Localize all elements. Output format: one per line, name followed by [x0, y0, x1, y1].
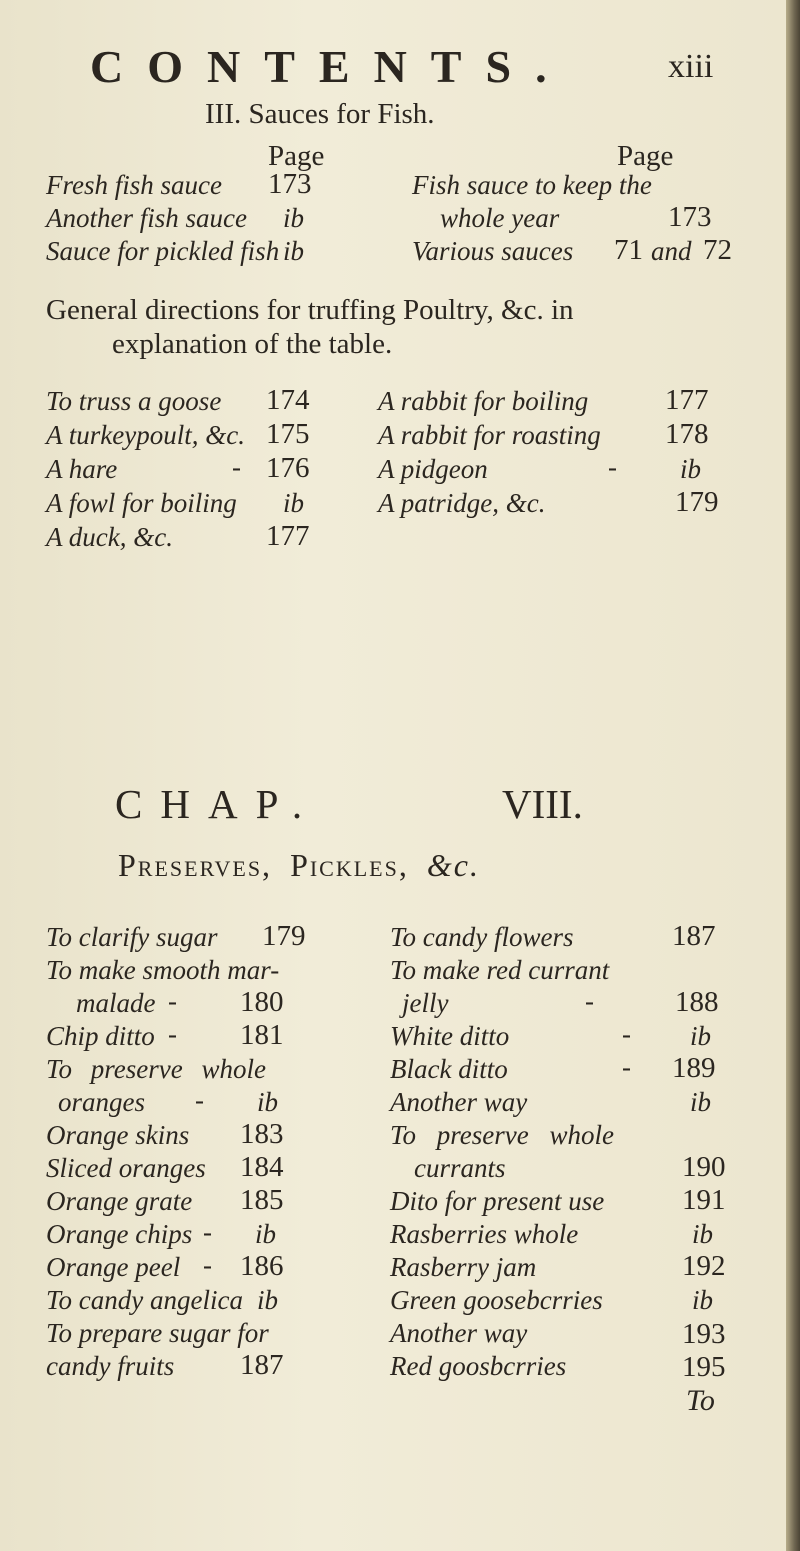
toc-entry-text: A hare: [46, 454, 118, 484]
toc-entry-page: 193: [682, 1318, 726, 1350]
toc-entry-text: Orange skins: [46, 1120, 190, 1150]
toc-entry-page: ib: [680, 454, 702, 484]
catchword: To: [686, 1384, 715, 1417]
toc-entry-dash: -: [608, 452, 617, 482]
toc-entry-page: 188: [675, 986, 719, 1018]
toc-entry-dash: -: [168, 1019, 177, 1049]
toc-entry-page: 173: [668, 201, 712, 233]
toc-entry-text: oranges: [58, 1087, 145, 1117]
toc-entry-text: Various sauces: [412, 236, 574, 266]
toc-entry-text: A duck, &c.: [46, 522, 173, 552]
toc-entry-page: ib: [255, 1219, 277, 1249]
toc-entry-text: To preserve whole: [390, 1120, 614, 1150]
toc-entry-text: White ditto: [390, 1021, 510, 1051]
toc-entry-text: Orange peel: [46, 1252, 181, 1282]
toc-entry-text: A rabbit for roasting: [378, 420, 601, 450]
toc-entry-text: Sliced oranges: [46, 1153, 206, 1183]
toc-entry-page: 185: [240, 1184, 284, 1216]
toc-entry-page: ib: [692, 1285, 714, 1315]
toc-entry-page: ib: [283, 203, 305, 233]
toc-entry-page: 189: [672, 1052, 716, 1084]
chapter-label: CHAP.: [115, 781, 321, 827]
toc-entry-page: 184: [240, 1151, 284, 1183]
toc-entry-page: ib: [257, 1087, 279, 1117]
toc-entry-text: whole year: [440, 203, 560, 233]
toc-entry-text: A turkeypoult, &c.: [46, 420, 245, 450]
toc-entry-text: A patridge, &c.: [378, 488, 546, 518]
toc-entry-text: To preserve whole: [46, 1054, 266, 1084]
toc-entry-page: 183: [240, 1118, 284, 1150]
toc-entry-page: 177: [266, 520, 310, 552]
general-directions-line2: explanation of the table.: [112, 328, 393, 360]
toc-entry-text: To make smooth mar-: [46, 955, 280, 985]
toc-entry-page: 195: [682, 1351, 726, 1383]
toc-entry-dash: -: [168, 986, 177, 1016]
toc-entry-page: 71: [614, 234, 643, 266]
toc-entry-page: ib: [690, 1087, 712, 1117]
toc-entry-text: To truss a goose: [46, 386, 222, 416]
toc-entry-text: Green goosebcrries: [390, 1285, 603, 1315]
toc-entry-page: 180: [240, 986, 284, 1018]
toc-entry-page: ib: [283, 488, 305, 518]
toc-entry-dash: -: [203, 1217, 212, 1247]
toc-entry-text: To candy flowers: [390, 922, 574, 952]
toc-entry-page: ib: [692, 1219, 714, 1249]
toc-entry-page: 174: [266, 384, 310, 416]
toc-entry-text: Fresh fish sauce: [46, 170, 222, 200]
toc-conjunction: and: [651, 236, 692, 266]
toc-entry-text: To prepare sugar for: [46, 1318, 269, 1348]
toc-entry-text: Another way: [390, 1087, 528, 1117]
toc-entry-dash: -: [585, 986, 594, 1016]
toc-entry-text: To clarify sugar: [46, 922, 218, 952]
toc-entry-text: To candy angelica: [46, 1285, 243, 1315]
toc-entry-text: currants: [414, 1153, 506, 1183]
toc-entry-text: Orange grate: [46, 1186, 193, 1216]
chapter-subtitle-etc: &c.: [426, 847, 480, 883]
toc-entry-page: 173: [268, 168, 312, 200]
chapter-subtitle-pickles: Pickles,: [290, 847, 409, 883]
toc-entry-text: Dito for present use: [390, 1186, 605, 1216]
toc-entry-page: 191: [682, 1184, 726, 1216]
section-title: III. Sauces for Fish.: [205, 98, 435, 130]
page-numeral: xiii: [668, 48, 714, 85]
toc-entry-page: 177: [665, 384, 709, 416]
toc-entry-text: Fish sauce to keep the: [412, 170, 652, 200]
toc-entry-text: candy fruits: [46, 1351, 175, 1381]
toc-entry-text: A rabbit for boiling: [378, 386, 589, 416]
toc-entry-text: jelly: [402, 988, 449, 1018]
toc-entry-text: A pidgeon: [378, 454, 488, 484]
toc-entry-dash: -: [622, 1052, 631, 1082]
page-edge-shadow: [786, 0, 800, 1551]
toc-entry-page: 187: [240, 1349, 284, 1381]
toc-entry-text: Rasberries whole: [390, 1219, 579, 1249]
toc-entry-dash: -: [232, 452, 241, 482]
toc-entry-dash: -: [622, 1019, 631, 1049]
general-directions-line1: General directions for truffing Poultry, &c. in: [46, 294, 574, 326]
toc-entry-page: 176: [266, 452, 310, 484]
toc-entry-page: ib: [257, 1285, 279, 1315]
toc-entry-dash: -: [203, 1250, 212, 1280]
toc-entry-page: ib: [283, 236, 305, 266]
toc-entry-page: 178: [665, 418, 709, 450]
chapter-number: VIII.: [502, 781, 583, 827]
toc-entry-page: 72: [703, 234, 732, 266]
chapter-subtitle-preserves: Preserves,: [118, 847, 273, 883]
toc-entry-text: To make red currant: [390, 955, 610, 985]
toc-entry-page: ib: [690, 1021, 712, 1051]
toc-entry-page: 175: [266, 418, 310, 450]
page-column-header-right: Page: [617, 140, 674, 172]
toc-entry-text: malade: [76, 988, 156, 1018]
toc-entry-text: Another way: [390, 1318, 528, 1348]
chapter-subtitle: [118, 847, 480, 884]
toc-entry-text: Sauce for pickled fish: [46, 236, 280, 266]
toc-entry-text: Black ditto: [390, 1054, 508, 1084]
toc-entry-page: 179: [675, 486, 719, 518]
page-column-header-left: Page: [268, 140, 325, 172]
toc-entry-text: Rasberry jam: [390, 1252, 537, 1282]
toc-entry-text: Red goosbcrries: [390, 1351, 567, 1381]
toc-entry-page: 179: [262, 920, 306, 952]
toc-entry-page: 187: [672, 920, 716, 952]
toc-entry-dash: -: [195, 1085, 204, 1115]
toc-entry-page: 190: [682, 1151, 726, 1183]
running-title: CONTENTS.: [90, 41, 571, 92]
toc-entry-text: Orange chips: [46, 1219, 193, 1249]
toc-entry-page: 181: [240, 1019, 284, 1051]
toc-entry-text: Chip ditto: [46, 1021, 155, 1051]
toc-entry-text: A fowl for boiling: [46, 488, 237, 518]
toc-entry-text: Another fish sauce: [46, 203, 247, 233]
toc-entry-page: 192: [682, 1250, 726, 1282]
toc-entry-page: 186: [240, 1250, 284, 1282]
